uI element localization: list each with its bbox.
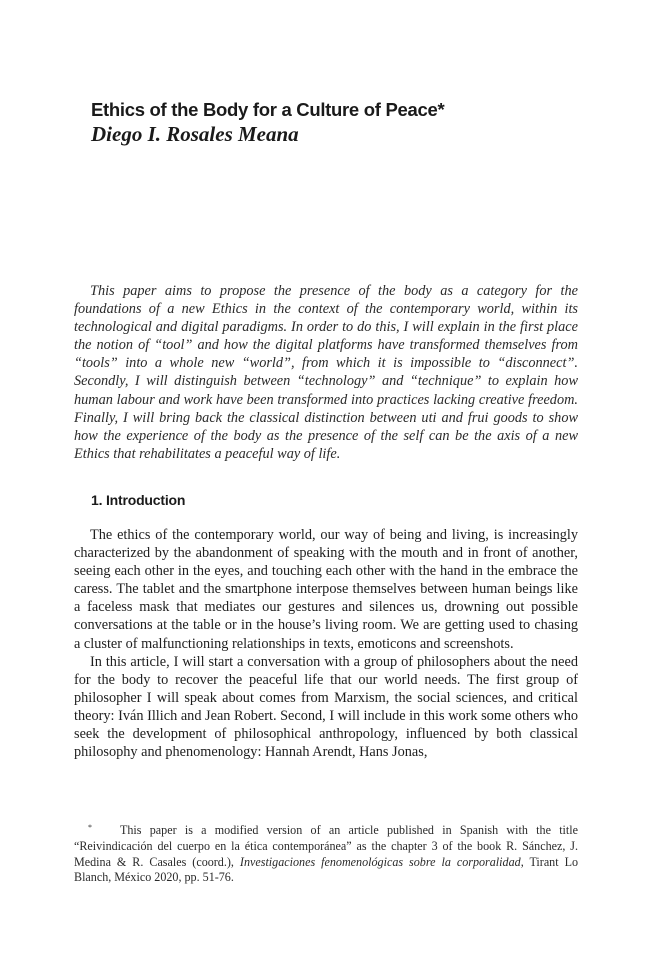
author-name: Diego I. Rosales Meana [91, 122, 299, 146]
footnote-text-before: This paper is a modified version of an article published in Spanish with the title “Reivindicación del cuerpo en la ética contemporánea” as the chapter 3 of the book R. Sánchez, J. Medina & R. Casales (coord.), [74, 823, 578, 869]
footnote-text-after: , Tirant Lo Blanch, México 2020, pp. 51-76. [74, 854, 579, 885]
footnote [74, 820, 578, 886]
footnote-marker: * [88, 823, 92, 832]
body-paragraph: The ethics of the contemporary world, our way of being and living, is increasingly characterized by the abandonment of speaking with the mouth and in front of another, seeing each other in the eyes, and touching each other with the hand in the embrace the caress. The tablet and the smartphone interpose themselves between human beings like a faceless mask that mediates our gestures and silences us, drowning out possible conversations at the table or in the house’s living room. We are getting used to chasing a cluster of malfunctioning relationships in texts, emoticons and screenshots. [74, 527, 578, 652]
section-body [74, 526, 578, 761]
section-heading: 1. Introduction [91, 492, 186, 508]
footnote-book-title: Investigaciones fenomenológicas sobre la corporalidad [239, 854, 521, 869]
abstract-paragraph: This paper aims to propose the presence of the body as a category for the foundations of a new Ethics in the context of the contemporary world, within its technological and digital paradigms. In order to do this, I will explain in the first place the notion of “tool” and how the digital platforms have transformed themselves from “tools” into a whole new “world”, from which it is impossible to “disconnect”. Secondly, I will distinguish between “technology” and “technique” to explain how human labour and work have been transformed into practices lacking creative freedom. Finally, I will bring back the classical distinction between uti and frui goods to show how the experience of the body as the presence of the self can be the axis of a new Ethics that rehabilitates a peaceful way of life. [74, 283, 578, 462]
article-title: Ethics of the Body for a Culture of Peace* [91, 99, 445, 120]
body-paragraph: In this article, I will start a conversation with a group of philosophers about the need for the body to recover the peaceful life that our world needs. The first group of philosopher I will speak about comes from Marxism, the social sciences, and critical theory: Iván Illich and Jean Robert. Second, I will include in this work some others who seek the development of philosophical anthropology, influenced by both classical philosophy and phenomenology: Hannah Arendt, Hans Jonas, [74, 653, 578, 761]
